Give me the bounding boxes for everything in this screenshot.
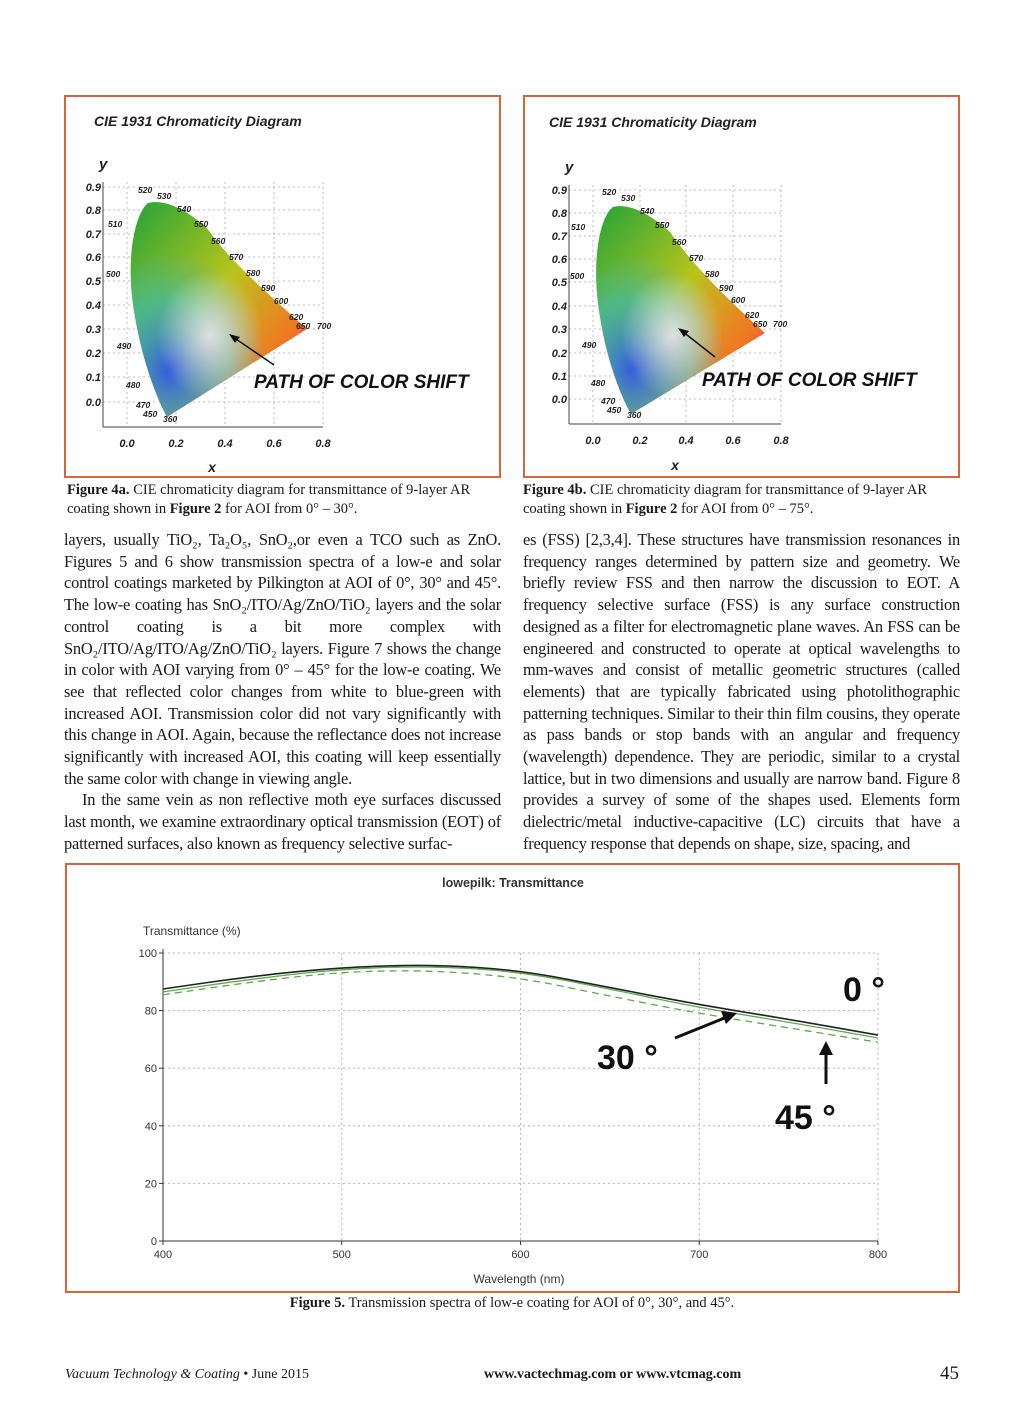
left-column <box>64 529 501 855</box>
y-tick-label: 40 <box>144 1120 157 1133</box>
cie-y-tick: 0.4 <box>85 300 101 312</box>
cie-y-tick: 0.8 <box>551 208 567 220</box>
figure-4a-cie-diagram <box>66 97 499 476</box>
wavelength-label: 620 <box>289 312 304 322</box>
wavelength-label: 500 <box>106 269 121 279</box>
cie-x-tick-labels <box>585 435 789 447</box>
left-paragraph-2: In the same vein as non reflective moth eye surfaces discussed last month, we examine extraordinary optical transmission (EOT) of patterned surfaces, also known as frequency selective surfac- <box>64 790 501 853</box>
cie-x-axis-label: x <box>208 459 216 475</box>
cie-title: CIE 1931 Chromaticity Diagram <box>549 114 757 130</box>
wavelength-label: 590 <box>261 283 276 293</box>
wavelength-label: 580 <box>246 268 261 278</box>
x-tick-label: 500 <box>332 1249 351 1261</box>
wavelength-label: 520 <box>602 187 617 197</box>
caption-label: Figure 4a. <box>67 482 130 498</box>
cie-y-tick: 0.1 <box>551 371 567 383</box>
wavelength-label: 450 <box>607 405 622 415</box>
cie-x-tick: 0.2 <box>632 435 648 447</box>
chart-grid <box>159 949 878 1245</box>
y-tick-label: 20 <box>144 1178 157 1191</box>
x-tick-label: 400 <box>153 1249 173 1261</box>
wavelength-label: 700 <box>773 319 788 329</box>
cie-y-tick-labels <box>86 182 102 409</box>
wavelength-label: 600 <box>731 295 746 305</box>
cie-y-axis-label: y <box>99 156 108 173</box>
wavelength-label: 560 <box>211 236 226 246</box>
wavelength-label: 490 <box>117 341 132 351</box>
wavelength-label: 700 <box>317 321 332 331</box>
cie-y-tick: 0.1 <box>85 372 101 384</box>
wavelength-label: 470 <box>136 400 151 410</box>
wavelength-label: 540 <box>177 204 192 214</box>
right-paragraph-1: es (FSS) [2,3,4]. These structures have transmission resonances in frequency ranges determined by pattern size and geometry. We briefly review FSS and then narrow the discussion to EOT. A frequency selective surface (FSS) is any surface construction designed as a filter for electromagnetic plane waves. An FSS can be engineered and constructed to operate at optical wavelengths to mm-waves and consist of metallic geometric structures (called elements) that are typically fabricated using photolithographic patterning techniques. Similar to their thin film cousins, they operate as pass bands or stop bands with an angular and frequency (wavelength) dependence. They are periodic, similar to a crystal lattice, but in two dimensions and usually are narrow band. Figure 8 provides a survey of some of the shapes used. Elements form dielectric/metal inductive-capacitive (LC) circuits that have a frequency response that depends on shape, size, spacing, and <box>523 530 960 853</box>
x-tick-label: 800 <box>868 1249 888 1261</box>
figure-4b-cie-diagram <box>525 97 958 476</box>
figure-5-caption: Figure 5. Transmission spectra of low-e coating for AOI of 0°, 30°, and 45°. <box>289 1295 735 1311</box>
cie-x-tick: 0.8 <box>315 438 331 450</box>
cie-y-tick: 0.2 <box>551 348 567 360</box>
footer-journal: Vacuum Technology & Coating • June 2015 <box>65 1367 309 1382</box>
cie-y-tick: 0.3 <box>551 324 567 336</box>
cie-y-tick: 0.3 <box>85 324 101 336</box>
cie-y-tick-labels <box>552 185 568 406</box>
cie-y-tick: 0.4 <box>551 301 567 313</box>
cie-title: CIE 1931 Chromaticity Diagram <box>94 113 302 129</box>
wavelength-label: 560 <box>672 237 687 247</box>
chart-title: lowepilk: Transmittance <box>442 876 584 890</box>
y-tick-label: 0 <box>150 1236 157 1248</box>
wavelength-label: 520 <box>138 185 153 195</box>
cie-y-tick: 0.2 <box>85 348 101 360</box>
cie-x-tick: 0.4 <box>678 435 694 447</box>
cie-x-tick: 0.6 <box>266 438 282 450</box>
cie-y-tick: 0.6 <box>85 252 101 264</box>
cie-y-tick: 0.9 <box>85 182 101 194</box>
arrow-30-degree <box>675 1017 727 1038</box>
x-axis-title: Wavelength (nm) <box>473 1272 565 1286</box>
wavelength-label: 450 <box>143 409 158 419</box>
annotation-45-degree: 45 ° <box>775 1099 836 1137</box>
y-tick-label: 80 <box>144 1005 157 1018</box>
y-tick-label: 60 <box>144 1063 157 1076</box>
wavelength-label: 570 <box>229 252 244 262</box>
wavelength-label: 570 <box>689 253 704 263</box>
wavelength-label: 550 <box>655 220 670 230</box>
cie-x-tick: 0.6 <box>725 435 741 447</box>
annotation-30-degree: 30 ° <box>597 1039 658 1077</box>
figure-5-transmittance-chart <box>67 865 958 1291</box>
wavelength-label: 530 <box>621 193 636 203</box>
figure-4b-frame <box>523 95 960 478</box>
caption-label: Figure 4b. <box>523 482 587 498</box>
y-axis-title: Transmittance (%) <box>143 924 241 938</box>
wavelength-label: 470 <box>601 396 616 406</box>
caption-label: Figure 5. <box>289 1295 346 1311</box>
annotation-0-degree: 0 ° <box>843 971 885 1009</box>
path-of-color-shift-label: PATH OF COLOR SHIFT <box>702 370 917 391</box>
page-number: 45 <box>940 1363 959 1384</box>
footer-website[interactable]: www.vactechmag.com or www.vtcmag.com <box>484 1367 742 1382</box>
footer-bullet: • <box>243 1367 249 1382</box>
wavelength-label: 650 <box>296 321 311 331</box>
right-column <box>523 529 960 855</box>
wavelength-label: 590 <box>719 283 734 293</box>
cie-y-axis-label: y <box>565 159 574 176</box>
cie-y-tick: 0.7 <box>551 231 567 243</box>
wavelength-label: 510 <box>571 222 586 232</box>
cie-x-tick-labels <box>119 438 331 450</box>
path-of-color-shift-label: PATH OF COLOR SHIFT <box>254 372 469 393</box>
cie-y-tick: 0.6 <box>551 254 567 266</box>
cie-x-tick: 0.2 <box>168 438 184 450</box>
wavelength-label: 540 <box>640 206 655 216</box>
cie-y-tick: 0.0 <box>85 397 101 409</box>
wavelength-label: 500 <box>570 271 585 281</box>
wavelength-label: 480 <box>126 380 141 390</box>
cie-y-tick: 0.5 <box>551 277 567 289</box>
wavelength-label: 480 <box>591 378 606 388</box>
cie-y-tick: 0.9 <box>551 185 567 197</box>
cie-y-tick: 0.0 <box>551 394 567 406</box>
wavelength-label: 580 <box>705 269 720 279</box>
cie-x-axis-label: x <box>671 457 679 473</box>
cie-y-tick: 0.5 <box>85 276 101 288</box>
left-paragraph-1: layers, usually TiO₂, Ta₂O₅, SnO₂,or even a TCO such as ZnO. Figures 5 and 6 show transmission spectra of a low-e and solar control coatings marketed by Pilkington at AOI of 0°, 30° and 45°. The low-e coating has SnO₂/ITO/Ag/ZnO/TiO₂ layers and the solar control coating is a bit more complex with SnO₂/ITO/Ag/ITO/Ag/ZnO/TiO₂ layers. Figure 7 shows the change in color with AOI varying from 0° – 45° for the low-e coating. We see that reflected color changes from white to blue-green with increased AOI. Transmission color did not vary significantly with this change in AOI. Again, because the reflectance does not increase significantly with increased AOI, this coating will keep essentially the same color with change in viewing angle. <box>64 530 501 788</box>
wavelength-label: 510 <box>108 219 123 229</box>
y-tick-label: 100 <box>138 948 157 960</box>
cie-x-tick: 0.8 <box>773 435 789 447</box>
wavelength-label: 600 <box>274 296 289 306</box>
figure-4b-caption: Figure 4b. CIE chromaticity diagram for transmittance of 9-layer AR coating shown in Figure 2 for AOI from 0° – 75°. <box>523 482 928 517</box>
wavelength-label: 360 <box>163 414 178 424</box>
cie-x-tick: 0.4 <box>217 438 233 450</box>
x-tick-label: 600 <box>511 1249 530 1261</box>
wavelength-label: 550 <box>194 219 209 229</box>
series-line-30-degree <box>163 967 878 1038</box>
series-line-45-degree <box>163 971 878 1042</box>
wavelength-label: 620 <box>745 310 760 320</box>
cie-x-tick: 0.0 <box>119 438 135 450</box>
figure-4a-frame <box>64 95 501 478</box>
wavelength-label: 490 <box>582 340 597 350</box>
cie-y-tick: 0.7 <box>85 229 101 241</box>
footer-date: June 2015 <box>251 1367 309 1382</box>
cie-x-tick: 0.0 <box>585 435 601 447</box>
wavelength-label: 530 <box>157 191 172 201</box>
figure-5-frame <box>65 863 960 1293</box>
x-tick-label: 700 <box>690 1249 709 1261</box>
figure-4a-caption: Figure 4a. CIE chromaticity diagram for transmittance of 9-layer AR coating shown in Figure 2 for AOI from 0° – 30°. <box>67 482 471 517</box>
wavelength-label: 360 <box>627 410 642 420</box>
cie-y-tick: 0.8 <box>85 205 101 217</box>
wavelength-label: 650 <box>753 319 768 329</box>
